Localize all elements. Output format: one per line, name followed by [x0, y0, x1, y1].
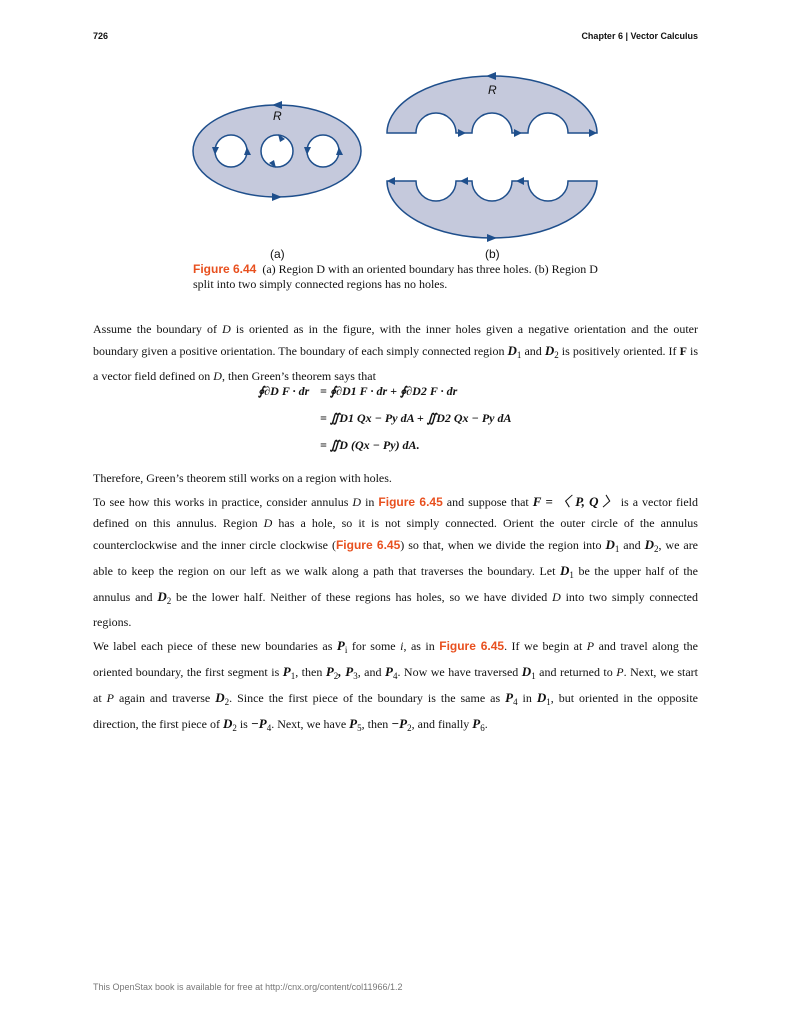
text-run: P — [616, 665, 624, 679]
text-run: 4 — [513, 697, 518, 707]
text-run: and — [619, 538, 645, 552]
text-run: . Now we have traversed — [397, 665, 522, 679]
text-run: , and finally — [411, 717, 473, 731]
paragraph-1 — [93, 319, 698, 387]
region-label-b: R — [488, 83, 497, 97]
text-run: be the lower half. Neither of these regions has holes, so we have divided — [171, 590, 553, 604]
text-run: D — [263, 516, 273, 530]
paragraph-3 — [93, 491, 698, 633]
text-run: , P — [338, 664, 354, 679]
page-number: 726 — [93, 31, 109, 41]
text-run: and travel along the oriented boundary, the first segment is — [93, 639, 698, 679]
text-run: i — [400, 639, 404, 653]
text-run: 2 — [554, 350, 559, 360]
text-run: and suppose that — [442, 495, 533, 509]
figure-6-44 — [0, 0, 791, 260]
text-run: P — [349, 716, 358, 731]
text-run: 2 — [166, 596, 172, 606]
text-run: 2 — [224, 697, 230, 707]
equation-row — [258, 405, 511, 432]
text-run: D — [352, 495, 362, 509]
equation-row — [258, 432, 511, 459]
equation-rhs: = ∮∂D1 F · dr + ∮∂D2 F · dr — [320, 384, 458, 398]
text-run: , and — [357, 665, 385, 679]
text-run: 4 — [392, 671, 398, 681]
text-run: , we are able to keep the region on our left as we walk along a path that traverses the boundary. Let — [93, 538, 699, 578]
text-run: −P — [391, 716, 408, 731]
equation-rhs: = ∬D1 Qx − Py dA + ∬D2 Qx − Py dA — [320, 411, 512, 425]
text-run: . — [484, 717, 488, 731]
text-run: be the upper half of the annulus and — [93, 564, 699, 604]
figure-link[interactable]: Figure 6.45 — [335, 538, 401, 552]
text-run: has a hole, so it is not simply connected. Orient the outer circle of the annulus counterclockwise and the inner circle clockwise ( — [93, 516, 698, 552]
text-run: P — [586, 639, 595, 653]
text-run: D — [222, 716, 233, 731]
text-run: is a vector field defined on this annulus. Region — [93, 495, 698, 530]
text-run: P — [325, 664, 334, 679]
text-run: is — [236, 717, 251, 731]
text-run: P — [384, 664, 393, 679]
text-run: is positively oriented. If — [558, 344, 680, 358]
region-label-a: R — [273, 109, 282, 123]
paragraph-4 — [93, 635, 698, 739]
text-run: D — [157, 589, 167, 604]
text-run: . If we begin at — [504, 639, 587, 653]
text-run: in — [517, 691, 537, 705]
text-run: 1 — [614, 544, 620, 554]
text-run: into two simply connected regions. — [93, 590, 699, 629]
text-run: for some — [347, 639, 401, 653]
text-run: . Next, we start at — [93, 665, 699, 705]
text-run: 2 — [333, 671, 339, 681]
text-run: 5 — [357, 723, 362, 733]
text-run: 1 — [531, 671, 536, 681]
text-run: 1 — [546, 697, 551, 707]
text-run: P — [472, 716, 481, 731]
text-run: D — [605, 537, 615, 552]
figure-caption — [193, 262, 613, 292]
text-run: in — [361, 495, 379, 509]
chapter-title: Chapter 6 | Vector Calculus — [581, 31, 698, 41]
text-run: again and traverse — [113, 691, 216, 705]
text-run: P — [106, 691, 114, 705]
text-run: , then — [361, 717, 392, 731]
text-run: 2 — [232, 723, 237, 733]
equation-lhs: ∮∂D F · dr — [258, 384, 310, 398]
text-run: is a vector field defined on — [93, 344, 699, 383]
text-run: −P — [250, 716, 267, 731]
text-run: and — [521, 344, 545, 358]
caption-text: (a) Region D with an oriented boundary has three holes. (b) Region D split into two simply connected regions has no holes. — [193, 262, 598, 291]
text-run: 3 — [353, 671, 358, 681]
text-run: 1 — [290, 671, 296, 681]
text-run: 1 — [569, 570, 574, 580]
text-run: D — [544, 343, 555, 358]
text-run: D — [536, 690, 547, 705]
figure-link[interactable]: Figure 6.45 — [378, 495, 443, 509]
text-run: 2 — [653, 544, 659, 554]
text-run: i — [344, 645, 348, 655]
text-run: Therefore, Green’s theorem still works on a region with holes. — [93, 471, 392, 485]
text-run: and returned to — [535, 665, 617, 679]
text-run: D — [560, 563, 570, 578]
text-run: F — [679, 344, 687, 358]
figure-b — [387, 72, 597, 242]
text-run: is oriented as in the figure, with the inner holes given a negative orientation and the outer boundary given a positive orientation. The boundary of each simply connected region — [93, 322, 698, 358]
caption-label: Figure 6.44 — [193, 262, 257, 276]
text-run: , but oriented in the opposite direction, the first piece of — [93, 691, 698, 731]
text-run: P — [282, 664, 291, 679]
text-run: Assume the boundary of — [93, 322, 223, 336]
text-run: F = 〈 P, Q 〉 — [532, 494, 617, 509]
sublabel-b: (b) — [485, 247, 500, 261]
body-text — [93, 468, 698, 741]
text-run: D — [552, 590, 561, 604]
text-run: , then — [295, 665, 326, 679]
text-run: D — [644, 537, 654, 552]
text-run: P — [505, 690, 514, 705]
footer: This OpenStax book is available for free at http://cnx.org/content/col11966/1.2 — [93, 982, 403, 992]
text-run: D — [507, 343, 517, 358]
text-run: 1 — [516, 350, 522, 360]
sublabel-a: (a) — [270, 247, 285, 261]
text-run: We label each piece of these new boundaries as — [93, 639, 337, 653]
text-run: D — [215, 690, 225, 705]
greens-theorem-equation — [258, 378, 511, 459]
text-run: , as in — [403, 639, 440, 653]
equation-row — [258, 378, 511, 405]
text-run: To see how this works in practice, consider annulus — [93, 495, 353, 509]
text-run: ) so that, when we divide the region into — [400, 538, 606, 552]
paragraph-2 — [93, 468, 698, 489]
equation-rhs: = ∬D (Qx − Py) dA. — [320, 438, 420, 452]
text-run: D — [213, 369, 222, 383]
figure-link[interactable]: Figure 6.45 — [439, 639, 505, 653]
text-run: . Since the first piece of the boundary is the same as — [229, 691, 506, 705]
text-run: , then Green’s theorem says that — [221, 369, 376, 383]
text-run: 6 — [480, 723, 485, 733]
text-run: 2 — [407, 723, 412, 733]
text-run: D — [222, 322, 231, 336]
text-run: P — [336, 638, 345, 653]
text-run: D — [521, 664, 532, 679]
text-run: 4 — [266, 723, 272, 733]
text-run: . Next, we have — [271, 717, 350, 731]
